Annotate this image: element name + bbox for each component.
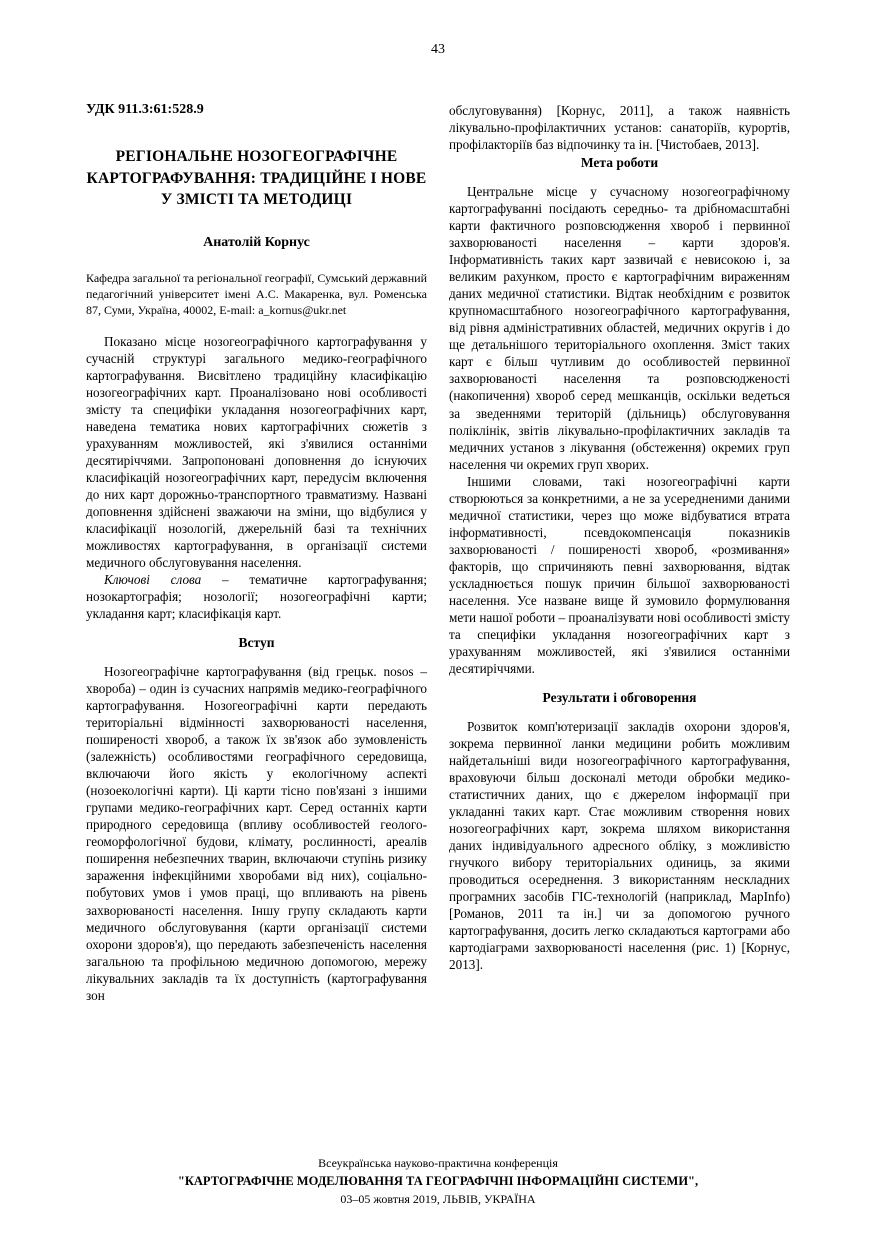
abstract-paragraph: Показано місце нозогеографічного картографування у сучасній структурі загального медико-географічного картографування. Висвітлено традиційну класифікацію нозогеографічних карт. Проаналізовано нові особливості змісту та специфіки укладання нозогеографічних карт, наведена тематика нових картографічних сюжетів з урахуванням можливостей, які з'явилися останніми десятиріччями. Запропоновані доповнення до існуючих класифікацій нозогеографічних карт, передусім включення до них карт дорожньо-транспортного травматизму. Названі доповнення здійснені зважаючи на зміни, що відбулися у класифікації нозологій, джерельній базі та технічних можливостях картографування, в організації системи медичного обслуговування населення. (86, 333, 427, 570)
meta-paragraph-1: Центральне місце у сучасному нозогеографічному картографуванні посідають середньо- та дрібномасштабні карти фактичного розповсюдження хвороб і первинної захворюваності населення – карти здоров'я. Інформативність таких карт зазвичай є невисокою і, за великим рахунком, просто є картографічним вираженням даних медичної статистики. Відтак необхідним є розвиток крупномасштабного нозогеографічного картографування, від рівня адміністративних областей, медичних округів і до ще детальнішого територіального охоплення. Зміст таких карт є більш чутливим до особливостей первинної захворюваності населення та розповсюдженості (накопичення) хвороб серед мешканців, оскільки ведеться за зведеннями територій (дільниць) обслуговування поліклінік, звітів лікувально-профілактичних закладів та медичних установ з лікування (обстеження) окремих груп населення чи окремих груп хворих. (449, 184, 790, 472)
keywords-paragraph (86, 571, 427, 622)
two-column-layout (86, 102, 790, 1004)
author-name: Анатолій Корнус (203, 235, 310, 251)
intro-paragraph: Нозогеографічне картографування (від грецьк. nosos – хвороба) – один із сучасних напрямів медико-географічного картографування. Нозогеографічні карти передають територіальні відмінності захворюваності населення, поширеності хвороб, а також їх зв'язок або зумовленість (залежність) особливостями географічного середовища, включаючи його якість у екологічному аспекті (нозоекологічні карти). Ці карти тісно пов'язані з іншими групами медико-географічних карт. Серед останніх карти природного середовища (впливу особливостей геолого-геоморфологічної будови, клімату, рослинності, ареалів поширення небезпечних тварин, включаючи ступінь ризику зараження інфекційними хворобами від них), соціально-побутових умов і умов праці, що впливають на рівень захворюваності населення. Іншу групу складають карти медичного обслуговування (карти організації системи охорони здоров'я), що передають забезпеченість населення загальною та профільною медичною допомогою, мережу лікувальних закладів та їх доступність (картографування зон (86, 664, 427, 1003)
footer-conference-title: "КАРТОГРАФІЧНЕ МОДЕЛЮВАННЯ ТА ГЕОГРАФІЧНІ ІНФОРМАЦІЙНІ СИСТЕМИ", (177, 1174, 699, 1189)
conference-footer (0, 1155, 876, 1208)
meta-paragraph-2: Іншими словами, такі нозогеографічні карти створюються за конкретними, а не за усередненими даними медичної статистики, через що може відбуватися втрата інформативності, псевдокомпенсація показників захворюваності / поширеності хвороб, «розмивання» факторів, що спричиняють певні захворювання, відтак ускладнюється пошук причин більшої захворюваності населення. Усе назване вище й зумовило формулювання мети нашої роботи – проаналізувати нові особливості змісту та специфіки укладання нозогеографічних карт з урахуванням можливостей, які з'явилися останніми десятиріччями. (449, 473, 790, 676)
article-title: РЕГІОНАЛЬНЕ НОЗОГЕОГРАФІЧНЕ КАРТОГРАФУВАННЯ: ТРАДИЦІЙНЕ І НОВЕ У ЗМІСТІ ТА МЕТОДИЦІ (86, 148, 427, 209)
section-heading-intro: Вступ (238, 635, 275, 651)
results-paragraph-1: Розвиток комп'ютеризації закладів охорони здоров'я, зокрема первинної ланки медицини робить можливим найдетальніші види нозогеографічного картографування, враховуючи більш досконалі методи обробки медико-статистичних даних, що є джерелом інформації при укладанні таких карт. Стає можливим створення нових нозогеографічних карт, зокрема шляхом використання даних індивідуального адресного обліку, з можливістю гнучкого вибору територіальних одиниць, за якими проводиться осереднення. З використанням нескладних програмних засобів ГІС-технологій (наприклад, MapInfo) [Романов, 2011 та ін.] чи за допомогою ручного картографування, досить легко складаються картограми або картодіаграми захворюваності населення (рис. 1) [Корнус, 2013]. (449, 719, 790, 973)
keywords-text: – тематичне картографування; нозокартографія; нозології; нозогеографічні карти; укладання карт; класифікація карт. (86, 571, 427, 622)
section-heading-meta: Мета роботи (580, 155, 659, 171)
author-affiliation: Кафедра загальної та регіональної географії, Сумський державний педагогічний університет імені А.С. Макаренка, вул. Роменська 87, Суми, Україна, 40002, E-mail: a_kornus@ukr.net (86, 271, 427, 317)
section-heading-results: Результати і обговорення (542, 690, 697, 705)
keywords-label: Ключові слова (104, 571, 202, 587)
right-column (449, 102, 790, 973)
udc-code: УДК 911.3:61:528.9 (86, 102, 204, 117)
left-column (86, 102, 427, 1004)
footer-conference-name: Всеукраїнська науково-практична конференція (318, 1156, 558, 1171)
continuation-paragraph: обслуговування) [Корнус, 2011], а також наявність лікувально-профілактичних установ: санаторіїв, курортів, профілакторіїв баз відпочинку та ін. [Чистобаев, 2013]. (449, 103, 790, 153)
page-number: 43 (431, 42, 445, 57)
footer-conference-date: 03–05 жовтня 2019, ЛЬВІВ, УКРАЇНА (340, 1191, 536, 1206)
